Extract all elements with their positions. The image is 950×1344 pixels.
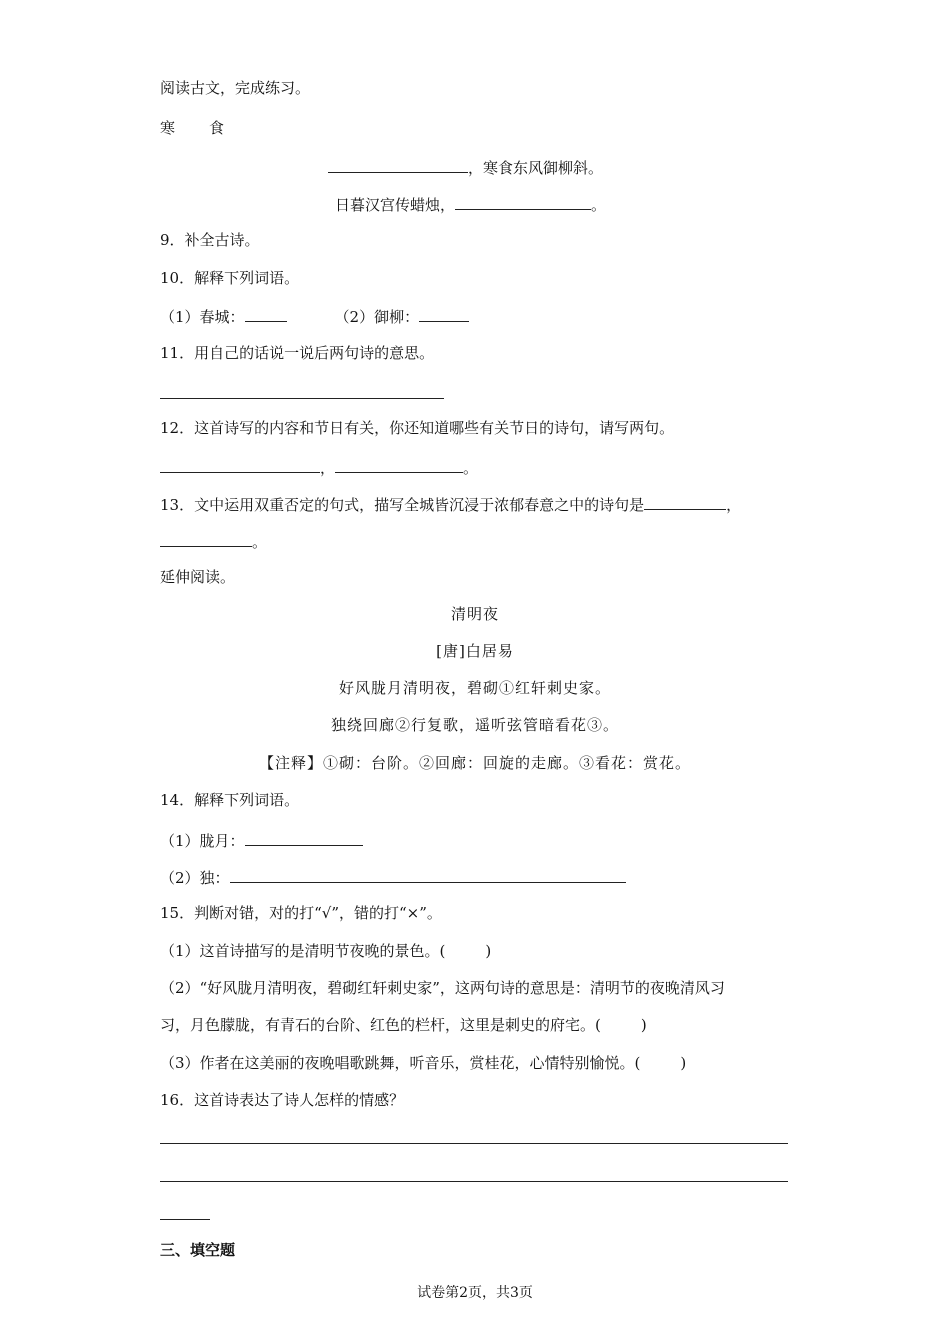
question-16: 16．这首诗表达了诗人怎样的情感？ — [160, 1091, 405, 1109]
q11-answer-line[interactable] — [160, 398, 444, 399]
poem1-line2-text: 日暮汉宫传蜡烛， — [335, 196, 456, 214]
q13-comma: ， — [726, 496, 742, 514]
poem2-line2: 独绕回廊②行复歌，遥听弦管暗看花③。 — [330, 716, 619, 734]
q15-s3-close: ) — [680, 1054, 687, 1072]
q12-blank-1[interactable] — [160, 456, 320, 473]
poem1-title — [160, 118, 224, 138]
q10-item-2-blank[interactable] — [419, 305, 469, 322]
q10-item-2-label: （2）御柳： — [334, 308, 420, 326]
q14-item-2-blank[interactable] — [230, 866, 626, 883]
q14-item-2 — [160, 866, 626, 888]
q12-blank-2[interactable] — [335, 456, 463, 473]
q13-end: 。 — [252, 533, 268, 551]
poem1-line1 — [328, 156, 603, 178]
q12-comma: ， — [320, 459, 336, 477]
poem1-line2 — [335, 193, 606, 215]
poem1-line1-text: ，寒食东风御柳斜。 — [468, 159, 604, 177]
q13-blank-1[interactable] — [644, 493, 726, 510]
poem1-line2-blank[interactable] — [455, 193, 591, 210]
question-11: 11．用自己的话说一说后两句诗的意思。 — [160, 344, 435, 362]
q15-s1-close: ) — [485, 942, 492, 960]
question-12-stem: 12．这首诗写的内容和节日有关，你还知道哪些有关节日的诗句，请写两句。 — [160, 419, 675, 437]
q15-s2-text: 习，月色朦胧，有青石的台阶、红色的栏杆，这里是刺史的府宅。( — [160, 1016, 601, 1034]
q14-item-2-label: （2）独： — [160, 869, 230, 887]
question-10-stem: 10．解释下列词语。 — [160, 269, 300, 287]
q15-statement-1 — [160, 941, 491, 961]
question-14-stem: 14．解释下列词语。 — [160, 791, 300, 809]
q15-s3-text: （3）作者在这美丽的夜晚唱歌跳舞，听音乐，赏桂花，心情特别愉悦。( — [160, 1054, 641, 1072]
q10-item-1-label: （1）春城： — [160, 308, 245, 326]
poem2-author: [唐]白居易 — [436, 642, 514, 660]
poem2-title: 清明夜 — [450, 605, 499, 623]
q14-item-1 — [160, 829, 363, 851]
q15-s2-close: ) — [640, 1016, 647, 1034]
question-10-items — [160, 305, 469, 327]
reading-instruction: 阅读古文，完成练习。 — [160, 79, 311, 97]
section-3-heading: 三、填空题 — [160, 1241, 236, 1259]
q10-item-1-blank[interactable] — [245, 305, 287, 322]
q13-text: 13．文中运用双重否定的句式，描写全城皆沉浸于浓郁春意之中的诗句是 — [160, 496, 645, 514]
q12-end: 。 — [463, 459, 479, 477]
q16-answer-line-3[interactable] — [160, 1219, 210, 1220]
question-12-answers — [160, 456, 478, 478]
poem2-line1: 好风胧月清明夜，碧砌①红轩刺史家。 — [338, 679, 611, 697]
page-footer: 试卷第2页，共3页 — [417, 1285, 533, 1301]
q15-s1-text: （1）这首诗描写的是清明节夜晚的景色。( — [160, 942, 446, 960]
poem1-title-char-2: 食 — [209, 119, 225, 137]
question-15-stem: 15．判断对错，对的打“√”，错的打“×”。 — [160, 904, 442, 922]
q14-item-1-label: （1）胧月： — [160, 832, 245, 850]
question-13-stem — [160, 493, 741, 515]
q14-item-1-blank[interactable] — [245, 829, 363, 846]
poem2-annotation: 【注释】①砌：台阶。②回廊：回旋的走廊。③看花：赏花。 — [258, 754, 691, 772]
q16-answer-line-1[interactable] — [160, 1143, 788, 1144]
poem1-line2-end: 。 — [591, 196, 607, 214]
q15-statement-2-line1: （2）“好风胧月清明夜，碧砌红轩刺史家”，这两句诗的意思是：清明节的夜晚清风习 — [160, 979, 725, 997]
poem1-line1-blank[interactable] — [328, 156, 468, 173]
q13-blank-2[interactable] — [160, 530, 252, 547]
poem1-title-char-1: 寒 — [160, 119, 176, 137]
question-9: 9．补全古诗。 — [160, 231, 260, 249]
q16-answer-line-2[interactable] — [160, 1181, 788, 1182]
q15-statement-3 — [160, 1053, 686, 1073]
question-13-continued — [160, 530, 267, 552]
q15-statement-2-line2 — [160, 1015, 647, 1035]
extended-reading: 延伸阅读。 — [160, 568, 236, 586]
